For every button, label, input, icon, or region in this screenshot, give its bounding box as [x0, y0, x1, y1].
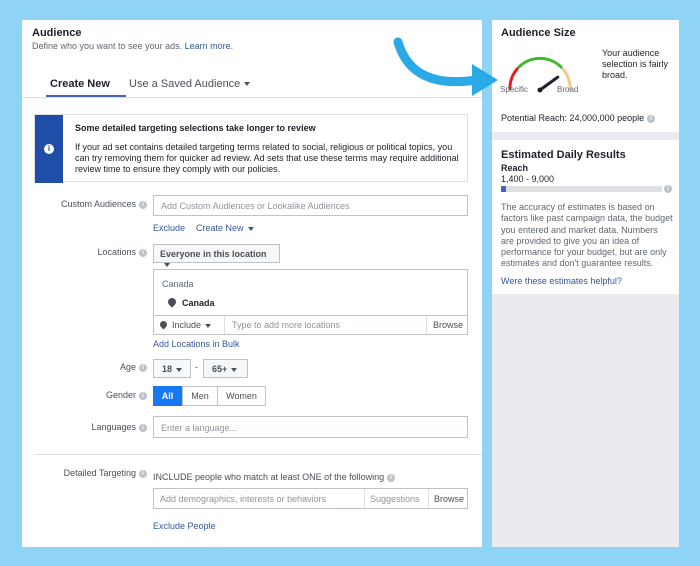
gauge-needle — [540, 77, 558, 90]
info-icon: i — [139, 364, 147, 372]
browse-locations-button[interactable]: Browse — [433, 320, 464, 330]
audience-title: Audience — [32, 27, 82, 39]
gender-label-text: Gender — [105, 390, 136, 400]
audience-size-description: Your audience selection is fairly broad. — [602, 48, 669, 80]
estimates-helpful-link[interactable]: Were these estimates helpful? — [501, 276, 622, 286]
side-panel — [492, 20, 679, 547]
tab-saved-audience-label: Use a Saved Audience — [129, 78, 241, 90]
gender-men-button[interactable]: Men — [182, 386, 218, 406]
gender-label — [22, 390, 147, 400]
include-label: Include — [172, 320, 202, 330]
gauge-broad-label: Broad — [557, 85, 579, 94]
age-label — [22, 362, 147, 372]
chevron-down-icon — [176, 368, 182, 372]
gender-all-button[interactable]: All — [153, 386, 182, 406]
location-pin-icon — [166, 296, 177, 307]
detailed-targeting-label — [22, 468, 147, 478]
chevron-down-icon — [244, 82, 250, 86]
chevron-down-icon — [231, 368, 237, 372]
potential-reach-text: Potential Reach: 24,000,000 people — [501, 113, 645, 123]
age-label-text: Age — [119, 362, 136, 372]
chevron-down-icon — [248, 227, 254, 231]
info-icon: i — [139, 424, 147, 432]
age-max-value: 65+ — [212, 364, 228, 374]
notice-icon-bar — [35, 115, 63, 183]
info-icon: i — [139, 470, 147, 478]
daily-results-title: Estimated Daily Results — [501, 149, 626, 161]
reach-bar-fill — [501, 186, 506, 192]
chevron-down-icon — [164, 263, 170, 267]
age-min-dropdown[interactable] — [153, 359, 191, 378]
create-new-label: Create New — [196, 223, 244, 233]
suggestions-button[interactable]: Suggestions — [370, 494, 420, 504]
info-icon: i — [139, 201, 147, 209]
selected-location[interactable]: Canada — [182, 298, 215, 308]
country-header: Canada — [162, 279, 194, 289]
locations-label — [22, 247, 147, 257]
location-search-bar — [153, 315, 468, 335]
location-type-dropdown[interactable] — [153, 244, 280, 263]
locations-label-text: Locations — [97, 247, 136, 257]
age-max-dropdown[interactable] — [203, 359, 248, 378]
languages-label-text: Languages — [91, 422, 136, 432]
gauge-green-segment — [518, 58, 562, 68]
tab-create-new[interactable]: Create New — [50, 78, 110, 90]
custom-audiences-label-text: Custom Audiences — [60, 199, 136, 209]
info-icon: i — [139, 392, 147, 400]
detailed-targeting-bar — [153, 488, 468, 509]
info-icon: i — [44, 144, 54, 154]
age-separator: - — [195, 362, 198, 372]
section-divider — [34, 454, 482, 455]
info-icon: i — [139, 249, 147, 257]
location-type-label: Everyone in this location — [160, 249, 267, 259]
divider — [428, 489, 429, 508]
audience-size-title: Audience Size — [501, 27, 576, 39]
audience-subtitle-text: Define who you want to see your ads. — [32, 41, 183, 51]
custom-audiences-input[interactable]: Add Custom Audiences or Lookalike Audiences — [153, 195, 468, 216]
curved-arrow-annotation — [384, 34, 504, 104]
daily-results-card — [492, 140, 679, 294]
include-criteria-text — [153, 472, 395, 482]
gender-women-button[interactable]: Women — [217, 386, 266, 406]
browse-targeting-button[interactable]: Browse — [434, 494, 465, 504]
divider — [224, 316, 225, 334]
age-min-value: 18 — [162, 364, 173, 374]
notice-title: Some detailed targeting selections take longer to review — [75, 123, 316, 133]
location-search-input[interactable]: Type to add more locations — [232, 320, 341, 330]
custom-audiences-label — [22, 199, 147, 209]
detailed-targeting-label-text: Detailed Targeting — [63, 468, 136, 478]
potential-reach — [501, 113, 655, 123]
include-criteria-label: INCLUDE people who match at least ONE of the following — [153, 472, 385, 482]
include-dropdown[interactable] — [172, 320, 211, 330]
create-new-dropdown[interactable] — [196, 223, 254, 233]
info-icon: i — [387, 474, 395, 482]
learn-more-link[interactable]: Learn more. — [184, 41, 234, 51]
add-locations-bulk-link[interactable]: Add Locations in Bulk — [153, 339, 240, 349]
estimates-note: The accuracy of estimates is based on factors like past campaign data, the budget you entered and market data. Numbers are provided to give you an idea of performance for your budget, but are only estimates and don't guarantee results. — [501, 202, 673, 269]
divider — [426, 316, 427, 334]
gauge-specific-label: Specific — [500, 85, 529, 94]
reach-range: 1,400 - 9,000 — [501, 174, 555, 184]
detailed-targeting-input[interactable]: Add demographics, interests or behaviors — [160, 494, 327, 504]
tab-saved-audience[interactable] — [129, 78, 250, 90]
reach-label: Reach — [501, 163, 529, 173]
audience-size-card — [492, 20, 679, 132]
audience-subtitle — [32, 41, 233, 51]
exclude-people-link[interactable]: Exclude People — [153, 521, 216, 531]
location-pin-icon — [159, 320, 169, 330]
notice-body: If your ad set contains detailed targeting terms related to social, religious or political topics, you can try removing them for quicker ad review. Ad sets that use these terms may require additional review time to ensure they comply with our policies. — [75, 142, 459, 174]
gauge-hub — [538, 88, 543, 93]
reach-bar — [501, 186, 662, 192]
divider — [364, 489, 365, 508]
languages-input[interactable]: Enter a language... — [153, 416, 468, 438]
info-icon: i — [664, 185, 672, 193]
info-icon: i — [647, 115, 655, 123]
languages-label — [22, 422, 147, 432]
exclude-link[interactable]: Exclude — [153, 223, 186, 233]
chevron-down-icon — [205, 324, 211, 328]
review-notice — [34, 114, 468, 182]
